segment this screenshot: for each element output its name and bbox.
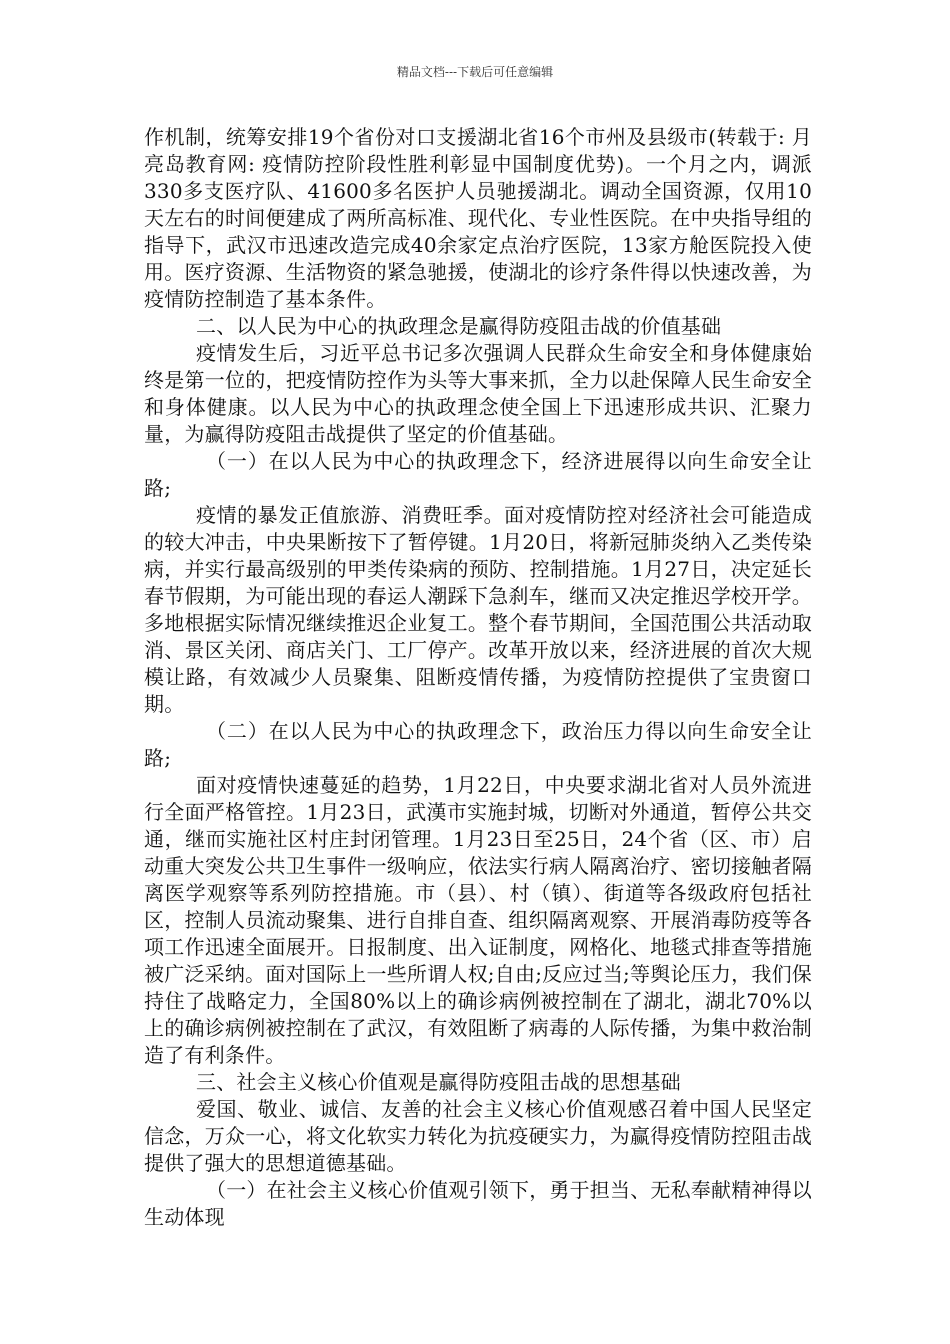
- section-heading-3: 三、社会主义核心价值观是赢得防疫阻击战的思想基础: [196, 1070, 681, 1094]
- page-header: 精品文档---下载后可任意编辑: [396, 65, 554, 79]
- paragraph-2-2: 面对疫情快速蔓延的趋势，1月22日，中央要求湖北省对人员外流进行全面严格管控。1月23日，武漢市实施封城，切断对外通道，暂停公共交通，继而实施社区村庄封闭管理。1月23日至25日，24个省（区、市）启动重大突发公共卫生事件一级响应，依法实行病人隔离治疗、密切接触者隔离医学观察等系列防控措施。市（县）、村（镇）、街道等各级政府包括社区，控制人员流动聚集、进行自排自查、组织隔离观察、开展消毒防疫等各项工作迅速全面展开。日报制度、出入证制度，网格化、地毯式排查等措施被广泛采纳。面对国际上一些所谓人权;自由;反应过当;等舆论压力，我们保持住了战略定力，全国80%以上的确诊病例被控制在了湖北，湖北70%以上的确诊病例被控制在了武汉，有效阻断了病毒的人际传播，为集中救治制造了有利条件。: [144, 773, 812, 1067]
- paragraph-section-3: 爱国、敬业、诚信、友善的社会主义核心价值观感召着中国人民坚定信念，万众一心，将文化软实力转化为抗疫硬实力，为赢得疫情防控阻击战提供了强大的思想道德基础。: [144, 1097, 812, 1175]
- paragraph-intro-continued: 作机制，统筹安排19个省份对口支援湖北省16个市州及县级市(转载于: 月亮岛教育网: 疫情防控阶段性胜利彰显中国制度优势)。一个月之内，调派330多支医疗队、41600多名医护人员驰援湖北。调动全国资源，仅用10天左右的时间便建成了两所高标准、现代化、专业性医院。在中央指导组的指导下，武汉市迅速改造完成40余家定点治疗医院，13家方舱医院投入使用。医疗资源、生活物资的紧急驰援，使湖北的诊疗条件得以快速改善，为疫情防控制造了基本条件。: [144, 125, 812, 311]
- document-body: [144, 124, 812, 1231]
- subheading-2-1: （一）在以人民为中心的执政理念下，经济进展得以向生命安全让路;: [144, 449, 812, 500]
- paragraph-2-1: 疫情的暴发正值旅游、消费旺季。面对疫情防控对经济社会可能造成的较大冲击，中央果断按下了暂停键。1月20日，将新冠肺炎纳入乙类传染病，并实行最高级别的甲类传染病的预防、控制措施。1月27日，决定延长春节假期，为可能出现的春运人潮踩下急刹车，继而又决定推迟学校开学。多地根据实际情况继续推迟企业复工。整个春节期间，全国范围公共活动取消、景区关闭、商店关门、工厂停产。改革开放以来，经济进展的首次大规模让路，有效减少人员聚集、阻断疫情传播，为疫情防控提供了宝贵窗口期。: [144, 503, 812, 716]
- subheading-2-2: （二）在以人民为中心的执政理念下，政治压力得以向生命安全让路;: [144, 719, 812, 770]
- section-heading-2: 二、以人民为中心的执政理念是赢得防疫阻击战的价值基础: [196, 314, 722, 338]
- paragraph-section-2: 疫情发生后，习近平总书记多次强调人民群众生命安全和身体健康始终是第一位的，把疫情防控作为头等大事来抓，全力以赴保障人民生命安全和身体健康。以人民为中心的执政理念使全国上下迅速形成共识、汇聚力量，为赢得防疫阻击战提供了坚定的价值基础。: [144, 341, 812, 446]
- subheading-3-1: （一）在社会主义核心价值观引领下，勇于担当、无私奉献精神得以生动体现: [144, 1178, 812, 1229]
